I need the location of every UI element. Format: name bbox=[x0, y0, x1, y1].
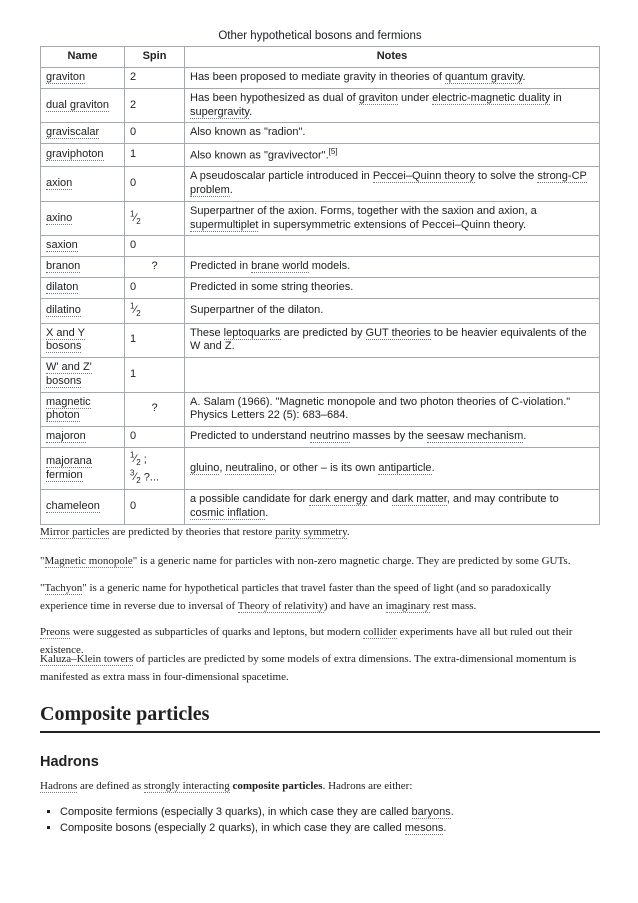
spin-value: ? bbox=[125, 257, 185, 278]
notes-link[interactable]: quantum gravity bbox=[444, 71, 523, 83]
table-row bbox=[41, 68, 600, 89]
notes-text: Has been hypothesized as dual of bbox=[190, 91, 359, 104]
notes-cell bbox=[185, 236, 600, 257]
notes-link[interactable]: dark matter bbox=[391, 493, 447, 506]
notes-text: . bbox=[249, 105, 253, 118]
mesons-link[interactable]: mesons bbox=[404, 822, 444, 834]
list-text: Composite bosons (especially 2 quarks), in which case they are called bbox=[60, 822, 405, 834]
notes-cell bbox=[185, 447, 600, 490]
tachyon-link[interactable]: Tachyon bbox=[44, 582, 83, 594]
notes-text: to solve the bbox=[474, 170, 538, 183]
notes-text: under bbox=[397, 91, 433, 104]
notes-text: , or other – is its own bbox=[273, 461, 379, 474]
spin-value bbox=[125, 298, 185, 323]
notes-link[interactable]: supermultiplet bbox=[190, 218, 259, 231]
paragraph-text: . bbox=[346, 526, 350, 538]
notes-link[interactable]: graviton bbox=[358, 91, 398, 104]
paragraph-kaluza-klein bbox=[40, 651, 600, 686]
paragraph-text: were suggested as subparticles of quarks and leptons, but modern bbox=[69, 626, 364, 638]
fraction: $^3⁄_2$ bbox=[130, 468, 141, 486]
table-row bbox=[41, 123, 600, 144]
composite-particles-heading: Composite particles bbox=[40, 701, 600, 733]
table-row bbox=[41, 490, 600, 525]
notes-text: are predicted by bbox=[280, 326, 366, 339]
notes-cell: A. Salam (1966). "Magnetic monopole and two photon theories of C-violation." Physics Letters 22 (5): 683–684. bbox=[185, 392, 600, 427]
notes-text: , and may contribute to bbox=[446, 493, 559, 506]
table-row bbox=[41, 236, 600, 257]
paragraph-tachyon bbox=[40, 580, 600, 615]
list-item bbox=[60, 804, 600, 820]
notes-text: , bbox=[219, 461, 226, 474]
notes-text: Predicted to understand bbox=[190, 430, 310, 442]
header-name: Name bbox=[41, 47, 125, 68]
baryons-link[interactable]: baryons bbox=[411, 806, 451, 818]
fraction-denominator: 2 bbox=[136, 217, 141, 227]
notes-cell bbox=[185, 358, 600, 393]
collider-link[interactable]: collider bbox=[363, 626, 397, 638]
spin-value: ? bbox=[125, 392, 185, 427]
notes-link[interactable]: antiparticle bbox=[378, 461, 432, 474]
preons-link[interactable]: Preons bbox=[40, 626, 70, 638]
paragraph-text: " bbox=[40, 555, 45, 567]
list-text: . bbox=[450, 806, 454, 818]
particle-link[interactable]: axino bbox=[46, 211, 73, 224]
kaluza-klein-link[interactable]: Kaluza–Klein towers bbox=[40, 653, 134, 665]
notes-cell: Superpartner of the dilaton. bbox=[185, 298, 600, 323]
spin-value: 0 bbox=[125, 490, 185, 525]
notes-text: A pseudoscalar particle introduced in bbox=[190, 170, 373, 183]
notes-link[interactable]: cosmic inflation bbox=[190, 507, 266, 520]
notes-text: in supersymmetric extensions of Peccei–Quinn theory. bbox=[258, 218, 527, 231]
notes-link[interactable]: electric-magnetic duality bbox=[432, 91, 551, 104]
table-row bbox=[41, 167, 600, 202]
notes-text: . bbox=[265, 507, 269, 520]
table-row bbox=[41, 358, 600, 393]
particle-link[interactable]: W' and Z' bosons bbox=[46, 361, 92, 387]
spin-value bbox=[125, 447, 185, 490]
table-header-row bbox=[41, 47, 600, 68]
list-item bbox=[60, 820, 600, 836]
particle-link[interactable]: majoron bbox=[46, 430, 86, 442]
notes-link[interactable]: supergravity bbox=[190, 105, 250, 118]
notes-cell bbox=[185, 257, 600, 278]
table-row bbox=[41, 323, 600, 358]
particle-link[interactable]: dilatino bbox=[46, 303, 81, 316]
notes-cell bbox=[185, 68, 600, 89]
fraction-numerator: 3 bbox=[130, 468, 135, 478]
notes-link[interactable]: Peccei–Quinn theory bbox=[372, 170, 475, 183]
particle-link[interactable]: dilaton bbox=[46, 280, 79, 293]
reference-link[interactable]: [5] bbox=[328, 147, 338, 156]
hadrons-link[interactable]: Hadrons bbox=[40, 780, 78, 792]
paragraph-mirror bbox=[40, 524, 600, 542]
notes-text: Has been proposed to mediate gravity in theories of bbox=[190, 71, 445, 83]
notes-text: Superpartner of the axion. Forms, together with the saxion and axion, a bbox=[190, 204, 537, 217]
particle-link[interactable]: graviscalar bbox=[46, 126, 100, 139]
notes-text: Also known as "gravivector". bbox=[190, 149, 329, 162]
notes-text: a possible candidate for bbox=[190, 493, 310, 506]
mirror-particles-link[interactable]: Mirror particles bbox=[40, 526, 110, 538]
fraction: $^1⁄_2$ bbox=[130, 450, 141, 468]
spin-value: 0 bbox=[125, 236, 185, 257]
notes-cell bbox=[185, 88, 600, 123]
imaginary-link[interactable]: imaginary bbox=[385, 599, 431, 612]
paragraph-text: are defined as bbox=[77, 780, 144, 792]
particle-link[interactable]: saxion bbox=[46, 239, 78, 252]
spin-value bbox=[125, 201, 185, 236]
spin-value: 2 bbox=[125, 88, 185, 123]
relativity-link[interactable]: Theory of relativity bbox=[237, 599, 324, 612]
spin-value: 2 bbox=[125, 68, 185, 89]
fraction-numerator: 1 bbox=[130, 209, 135, 219]
spin-value: 1 bbox=[125, 358, 185, 393]
fraction-numerator: 1 bbox=[130, 301, 135, 311]
list-text: Composite fermions (especially 3 quarks), in which case they are called bbox=[60, 806, 412, 818]
paragraph-text: experiments have all but ruled out their existence. bbox=[40, 626, 573, 656]
spin-separator: ; bbox=[140, 453, 147, 466]
spin-tail: ?... bbox=[140, 471, 160, 484]
spin-value: 1 bbox=[125, 323, 185, 358]
fraction-denominator: 2 bbox=[136, 309, 141, 319]
notes-text: . bbox=[431, 461, 435, 474]
table-row bbox=[41, 88, 600, 123]
notes-link[interactable]: leptoquarks bbox=[223, 326, 281, 339]
table-row bbox=[41, 257, 600, 278]
table-row bbox=[41, 392, 600, 427]
paragraph-monopole bbox=[40, 553, 600, 571]
paragraph-text: are predicted by theories that restore bbox=[109, 526, 276, 538]
notes-cell bbox=[185, 144, 600, 167]
notes-cell bbox=[185, 323, 600, 358]
paragraph-text: . Hadrons are either: bbox=[322, 780, 413, 792]
notes-link[interactable]: GUT theories bbox=[365, 326, 431, 339]
notes-link[interactable]: dark energy bbox=[309, 493, 368, 506]
paragraph-text: " bbox=[40, 582, 45, 594]
fraction: $^1⁄_2$ bbox=[130, 209, 141, 227]
notes-text: These bbox=[190, 326, 224, 339]
paragraph-text: ) and have an bbox=[323, 599, 386, 612]
particles-table bbox=[40, 46, 600, 525]
notes-text: to be heavier equivalents of the W and Z. bbox=[190, 326, 587, 353]
spin-value: 1 bbox=[125, 144, 185, 167]
parity-symmetry-link[interactable]: parity symmetry bbox=[275, 526, 347, 538]
table-row bbox=[41, 427, 600, 448]
table-row bbox=[41, 277, 600, 298]
hadrons-list bbox=[40, 804, 600, 836]
table-row bbox=[41, 144, 600, 167]
hadrons-heading: Hadrons bbox=[40, 754, 99, 770]
notes-link[interactable]: neutralino bbox=[225, 461, 274, 474]
spin-value: 0 bbox=[125, 167, 185, 202]
table-row bbox=[41, 201, 600, 236]
notes-cell: Also known as "radion". bbox=[185, 123, 600, 144]
bold-text: composite particles bbox=[229, 780, 323, 792]
fraction-numerator: 1 bbox=[130, 450, 135, 460]
notes-link[interactable]: neutrino bbox=[309, 430, 350, 442]
fraction-denominator: 2 bbox=[136, 458, 141, 468]
particle-link[interactable]: chameleon bbox=[46, 500, 100, 513]
notes-cell bbox=[185, 427, 600, 448]
notes-cell bbox=[185, 490, 600, 525]
list-text: . bbox=[443, 822, 447, 834]
notes-text: . bbox=[523, 430, 527, 442]
particle-link[interactable]: majorana fermion bbox=[46, 454, 92, 481]
notes-text: . bbox=[522, 71, 526, 83]
table-row bbox=[41, 298, 600, 323]
spin-value: 0 bbox=[125, 277, 185, 298]
paragraph-text: " is a generic name for hypothetical particles that travel faster than the speed of light (and so paradoxically experience time in reverse due to inversal of bbox=[40, 582, 551, 612]
notes-link[interactable]: seesaw mechanism bbox=[426, 430, 524, 442]
notes-link[interactable]: strong-CP problem bbox=[190, 170, 587, 197]
paragraph-text: " is a generic name for particles with non-zero magnetic charge. They are predicted by some GUTs. bbox=[132, 555, 571, 567]
particle-link[interactable]: graviphoton bbox=[46, 148, 104, 161]
particle-link[interactable]: axion bbox=[46, 177, 73, 190]
table-caption: Other hypothetical bosons and fermions bbox=[218, 30, 422, 42]
strongly-interacting-link[interactable]: strongly interacting bbox=[143, 780, 230, 792]
notes-link[interactable]: gluino bbox=[190, 461, 220, 474]
particle-link[interactable]: X and Y bosons bbox=[46, 326, 85, 353]
notes-link[interactable]: brane world bbox=[251, 260, 309, 273]
header-notes: Notes bbox=[185, 47, 600, 68]
magnetic-monopole-link[interactable]: Magnetic monopole bbox=[44, 555, 133, 567]
header-spin: Spin bbox=[125, 47, 185, 68]
notes-cell bbox=[185, 167, 600, 202]
paragraph-text: of particles are predicted by some models of extra dimensions. The extra-dimensional momentum is manifested as extra mass in four-dimensional spacetime. bbox=[40, 653, 577, 683]
spin-value: 0 bbox=[125, 123, 185, 144]
particle-link[interactable]: dual graviton bbox=[46, 98, 109, 111]
notes-text: . bbox=[229, 184, 233, 197]
particle-link[interactable]: branon bbox=[46, 260, 81, 273]
paragraph-hadrons bbox=[40, 778, 600, 796]
particle-link[interactable]: magnetic photon bbox=[46, 395, 91, 422]
table-row bbox=[41, 447, 600, 490]
notes-text: models. bbox=[308, 260, 351, 273]
fraction: $^1⁄_2$ bbox=[130, 301, 141, 319]
notes-text: masses by the bbox=[349, 430, 427, 442]
notes-cell: Predicted in some string theories. bbox=[185, 277, 600, 298]
paragraph-text: rest mass. bbox=[430, 599, 477, 612]
notes-text: in bbox=[550, 91, 562, 104]
fraction-denominator: 2 bbox=[136, 476, 141, 486]
spin-value: 0 bbox=[125, 427, 185, 448]
notes-text: and bbox=[367, 493, 392, 506]
particles-table-section bbox=[40, 30, 600, 525]
particle-link[interactable]: graviton bbox=[46, 71, 86, 83]
notes-cell bbox=[185, 201, 600, 236]
notes-text: Predicted in bbox=[190, 260, 252, 273]
